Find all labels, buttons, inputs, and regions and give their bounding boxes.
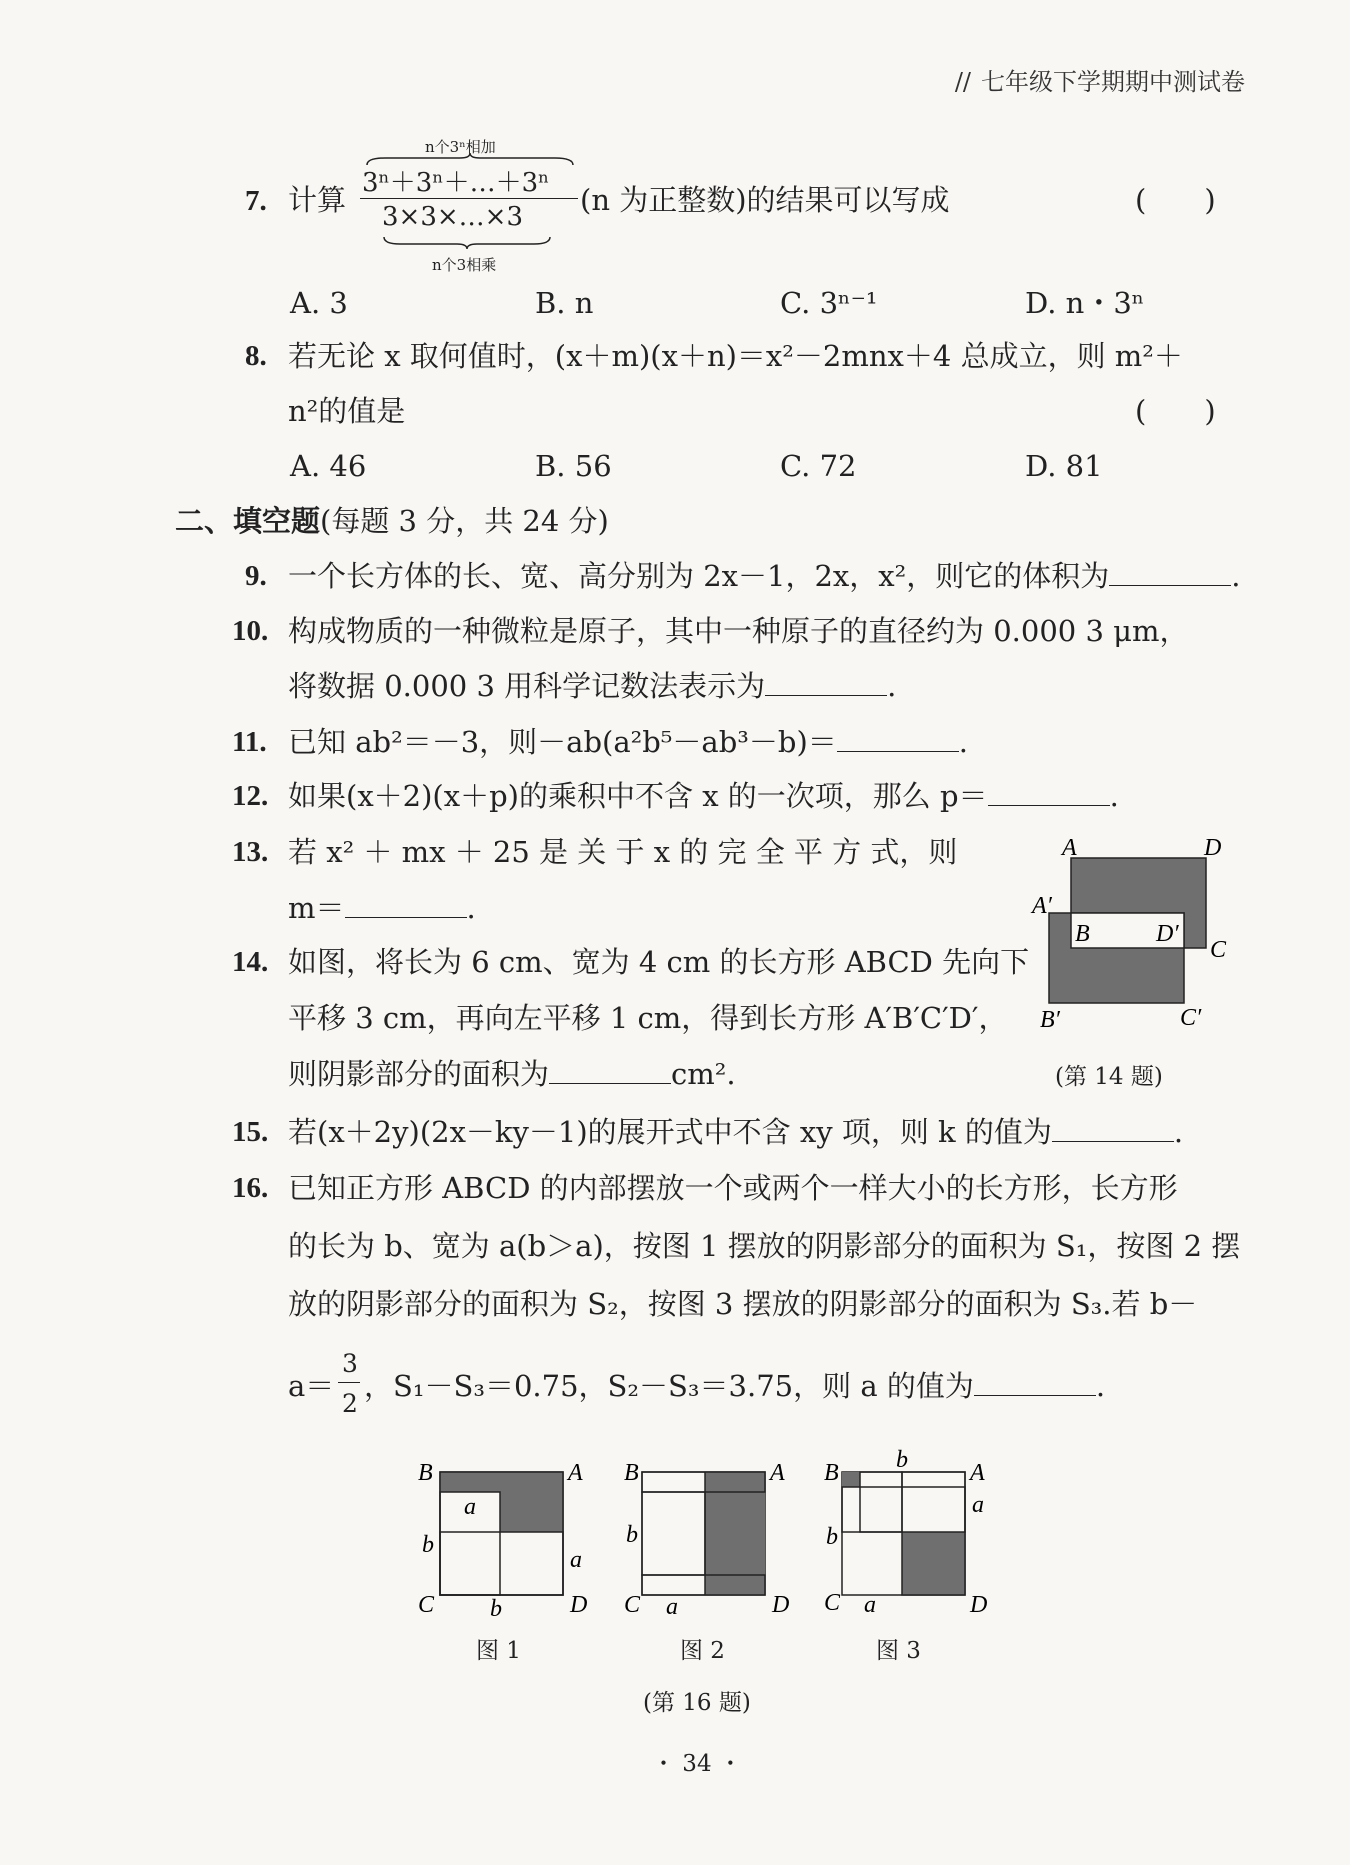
q7-option-a: A. 3 <box>290 286 348 320</box>
q8-option-c: C. 72 <box>780 449 857 483</box>
q14-number: 14. <box>232 946 269 978</box>
q16-line3: 放的阴影部分的面积为 S₂，按图 3 摆放的阴影部分的面积为 S₃.若 b－ <box>288 1287 1198 1321</box>
q16-figures <box>410 1447 1010 1622</box>
q7-answer-paren: ( ) <box>1135 183 1216 217</box>
answer-blank[interactable] <box>988 779 1110 806</box>
fig1-caption: 图 1 <box>476 1638 521 1664</box>
q7-denominator: 3×3×…×3 <box>382 202 523 232</box>
answer-blank[interactable] <box>1109 559 1231 586</box>
fraction-bar <box>338 1382 360 1383</box>
q16-line2: 的长为 b、宽为 a(b＞a)，按图 1 摆放的阴影部分的面积为 S₁，按图 2 摆 <box>288 1229 1241 1263</box>
q7-option-b: B. n <box>535 286 594 320</box>
page-header: // 七年级下学期期中测试卷 <box>954 68 1245 96</box>
q10-number: 10. <box>232 615 269 647</box>
rectangle-horizontal <box>440 1532 563 1595</box>
answer-blank[interactable] <box>837 725 959 752</box>
q15-row: 若(x＋2y)(2x－ky－1)的展开式中不含 xy 项，则 k 的值为 . <box>288 1115 1184 1149</box>
fig2 <box>624 1460 789 1620</box>
label-C-prime: C′ <box>1180 1005 1202 1031</box>
q16-line1: 已知正方形 ABCD 的内部摆放一个或两个一样大小的长方形，长方形 <box>288 1171 1178 1205</box>
q7-lead: 计算 <box>288 183 347 217</box>
fig3-label-a-bottom: a <box>864 1592 876 1618</box>
q8-line2: n²的值是 <box>288 394 406 428</box>
fig1-label-C: C <box>418 1592 435 1618</box>
answer-blank[interactable] <box>765 669 887 696</box>
fig1-label-a: a <box>464 1494 476 1520</box>
fig2-label-A: A <box>770 1460 785 1486</box>
fig3-label-B: B <box>824 1460 839 1486</box>
fig1 <box>418 1460 587 1622</box>
fig2-label-a: a <box>666 1594 678 1620</box>
q15-number: 15. <box>232 1116 269 1148</box>
q13-row2: m＝ . <box>288 891 476 925</box>
q14-line1: 如图，将长为 6 cm、宽为 4 cm 的长方形 ABCD 先向下 <box>288 945 1030 979</box>
q14-figure <box>1032 835 1250 1040</box>
fig2-label-C: C <box>624 1592 641 1618</box>
fig2-label-B: B <box>624 1460 639 1486</box>
q11-number: 11. <box>232 726 267 758</box>
q9-row: 一个长方体的长、宽、高分别为 2x－1，2x，x²，则它的体积为 . <box>288 559 1241 593</box>
q8-answer-paren: ( ) <box>1135 394 1216 428</box>
fig3-label-b-left: b <box>826 1524 838 1550</box>
q16-frac-den: 2 <box>342 1389 358 1418</box>
fraction-bar <box>360 198 578 199</box>
answer-blank[interactable] <box>345 891 467 918</box>
fig3-label-b-top: b <box>896 1447 908 1473</box>
q8-option-b: B. 56 <box>535 449 612 483</box>
underbrace-icon <box>382 236 552 250</box>
fig1-label-b-left: b <box>422 1532 434 1558</box>
label-C: C <box>1210 937 1227 963</box>
q13-line1: 若 x² ＋ mx ＋ 25 是 关 于 x 的 完 全 平 方 式，则 <box>288 835 958 869</box>
q16-line4-pre: a＝ <box>288 1369 335 1403</box>
q7-numerator: 3ⁿ＋3ⁿ＋…＋3ⁿ <box>362 168 550 198</box>
q8-number: 8. <box>245 340 267 372</box>
q7-option-c: C. 3ⁿ⁻¹ <box>780 286 878 320</box>
q8-option-d: D. 81 <box>1025 449 1103 483</box>
label-D: D <box>1204 835 1222 861</box>
q7-brace-top: n个3ⁿ相加 <box>425 138 496 156</box>
fig1-label-D: D <box>570 1592 588 1618</box>
answer-blank[interactable] <box>1052 1115 1174 1142</box>
fig1-label-a-right: a <box>570 1547 582 1573</box>
q16-number: 16. <box>232 1172 269 1204</box>
q7-brace-bottom: n个3相乘 <box>432 256 497 274</box>
q12-number: 12. <box>232 780 269 812</box>
q14-caption: (第 14 题) <box>1055 1064 1163 1090</box>
label-A-prime: A′ <box>1032 893 1052 919</box>
page-number: ・ 34 ・ <box>652 1751 742 1777</box>
section-heading: 二、填空题(每题 3 分，共 24 分) <box>175 504 609 538</box>
fig2-caption: 图 2 <box>680 1638 725 1664</box>
fig3-label-a-right: a <box>972 1492 984 1518</box>
q16-frac-num: 3 <box>342 1349 358 1378</box>
fig2-label-b: b <box>626 1522 638 1548</box>
label-A: A <box>1062 835 1077 861</box>
fig1-label-b-bottom: b <box>490 1596 502 1622</box>
fig3-label-C: C <box>824 1590 841 1616</box>
q7-option-d: D. n・3ⁿ <box>1025 286 1145 320</box>
header-slash-icon: // <box>954 68 971 96</box>
q7-tail: (n 为正整数)的结果可以写成 <box>580 183 950 217</box>
fig3 <box>824 1447 987 1618</box>
q13-number: 13. <box>232 836 269 868</box>
answer-blank[interactable] <box>974 1369 1096 1396</box>
q10-line1: 构成物质的一种微粒是原子，其中一种原子的直径约为 0.000 3 μm， <box>288 614 1189 648</box>
q16-caption: (第 16 题) <box>643 1690 751 1716</box>
q14-line2: 平移 3 cm，再向左平移 1 cm，得到长方形 A′B′C′D′， <box>288 1001 1008 1035</box>
q10-row2: 将数据 0.000 3 用科学记数法表示为 . <box>288 669 897 703</box>
q9-number: 9. <box>245 560 267 592</box>
fig1-label-A: A <box>568 1460 583 1486</box>
fig3-label-D: D <box>970 1592 988 1618</box>
q14-row3: 则阴影部分的面积为 cm². <box>288 1057 736 1091</box>
fig1-label-B: B <box>418 1460 433 1486</box>
label-B: B <box>1075 921 1090 947</box>
label-D-prime: D′ <box>1156 921 1179 947</box>
answer-blank[interactable] <box>549 1057 671 1084</box>
fig3-label-A: A <box>970 1460 985 1486</box>
q8-line1: 若无论 x 取何值时，(x＋m)(x＋n)＝x²－2mnx＋4 总成立，则 m²＋ <box>288 339 1183 373</box>
label-B-prime: B′ <box>1040 1007 1060 1033</box>
q16-row4: ，S₁－S₃＝0.75，S₂－S₃＝3.75，则 a 的值为 . <box>364 1369 1106 1403</box>
q11-row: 已知 ab²＝－3，则－ab(a²b⁵－ab³－b)＝ . <box>288 725 968 759</box>
q7-number: 7. <box>245 185 267 217</box>
fig3-caption: 图 3 <box>876 1638 921 1664</box>
q12-row: 如果(x＋2)(x＋p)的乘积中不含 x 的一次项，那么 p＝ . <box>288 779 1119 813</box>
fig2-label-D: D <box>772 1592 790 1618</box>
q8-option-a: A. 46 <box>290 449 367 483</box>
